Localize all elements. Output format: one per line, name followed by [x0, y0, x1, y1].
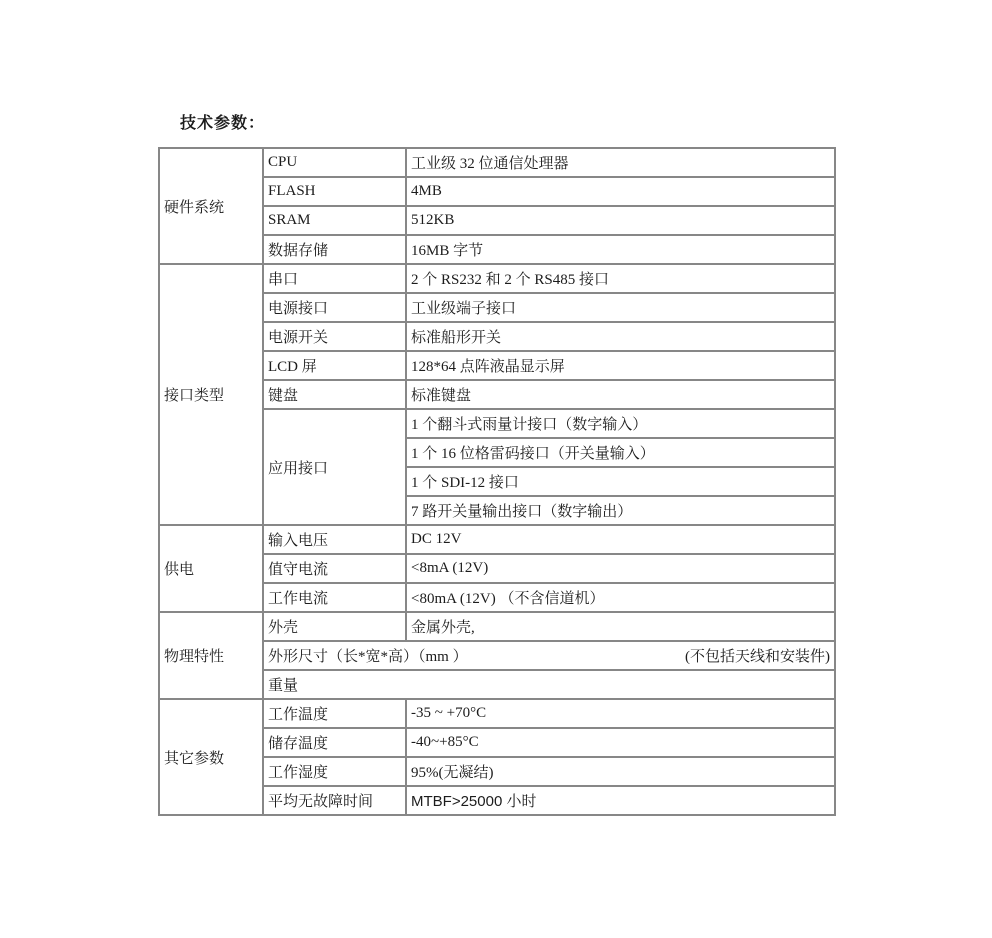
param-label-cell: 数据存储	[263, 235, 406, 264]
dimensions-label: 外形尺寸（长*宽*高）（mm ）	[268, 649, 468, 665]
param-value-cell: 7 路开关量输出接口（数字输出）	[406, 496, 835, 525]
param-merged-cell-weight	[263, 670, 835, 699]
param-label-cell: 外壳	[263, 612, 406, 641]
param-value-cell: -40~+85°C	[406, 728, 835, 757]
param-value-cell: 512KB	[406, 206, 835, 235]
param-value-cell: DC 12V	[406, 525, 835, 554]
param-label-cell: 工作电流	[263, 583, 406, 612]
param-value-cell: 1 个翻斗式雨量计接口（数字输入）	[406, 409, 835, 438]
section-cell-power: 供电	[159, 525, 263, 612]
param-label-cell: LCD 屏	[263, 351, 406, 380]
param-label-cell: 串口	[263, 264, 406, 293]
param-label-cell: 储存温度	[263, 728, 406, 757]
param-label-cell: 值守电流	[263, 554, 406, 583]
section-cell-other: 其它参数	[159, 699, 263, 815]
spec-table	[158, 147, 836, 816]
param-value-cell: 1 个 16 位格雷码接口（开关量输入）	[406, 438, 835, 467]
param-label-cell: FLASH	[263, 177, 406, 206]
param-label-cell: CPU	[263, 148, 406, 177]
param-value-cell: 4MB	[406, 177, 835, 206]
param-value-cell: -35 ~ +70°C	[406, 699, 835, 728]
param-value-cell: 2 个 RS232 和 2 个 RS485 接口	[406, 264, 835, 293]
param-label-cell: 输入电压	[263, 525, 406, 554]
dimensions-note: (不包括天线和安装件)	[685, 649, 830, 665]
param-label-cell: 键盘	[263, 380, 406, 409]
table-row	[159, 525, 835, 554]
page-title: 技术参数：	[180, 115, 266, 132]
section-cell-physical: 物理特性	[159, 612, 263, 699]
param-label-cell: 工作湿度	[263, 757, 406, 786]
param-value-cell: 95%(无凝结)	[406, 757, 835, 786]
section-cell-hardware: 硬件系统	[159, 148, 263, 264]
param-value-cell: 工业级端子接口	[406, 293, 835, 322]
param-label-cell: 电源开关	[263, 322, 406, 351]
param-label-cell: 平均无故障时间	[263, 786, 406, 815]
table-row	[159, 612, 835, 641]
param-label-cell: 电源接口	[263, 293, 406, 322]
section-cell-interfaces: 接口类型	[159, 264, 263, 525]
param-label-cell: 工作温度	[263, 699, 406, 728]
table-row	[159, 148, 835, 177]
param-label-cell-app-interface: 应用接口	[263, 409, 406, 525]
param-merged-cell-dimensions	[263, 641, 835, 670]
param-value-cell: 标准船形开关	[406, 322, 835, 351]
table-row	[159, 699, 835, 728]
param-value-cell: 工业级 32 位通信处理器	[406, 148, 835, 177]
param-value-cell-mtbf: MTBF>25000 小时	[406, 786, 835, 815]
param-value-cell: <8mA (12V)	[406, 554, 835, 583]
table-row	[159, 264, 835, 293]
param-value-cell: 金属外壳,	[406, 612, 835, 641]
param-value-cell: <80mA (12V) （不含信道机）	[406, 583, 835, 612]
weight-label: 重量	[268, 678, 299, 694]
param-value-cell: 128*64 点阵液晶显示屏	[406, 351, 835, 380]
param-value-cell: 1 个 SDI-12 接口	[406, 467, 835, 496]
param-label-cell: SRAM	[263, 206, 406, 235]
param-value-cell: 16MB 字节	[406, 235, 835, 264]
param-value-cell: 标准键盘	[406, 380, 835, 409]
